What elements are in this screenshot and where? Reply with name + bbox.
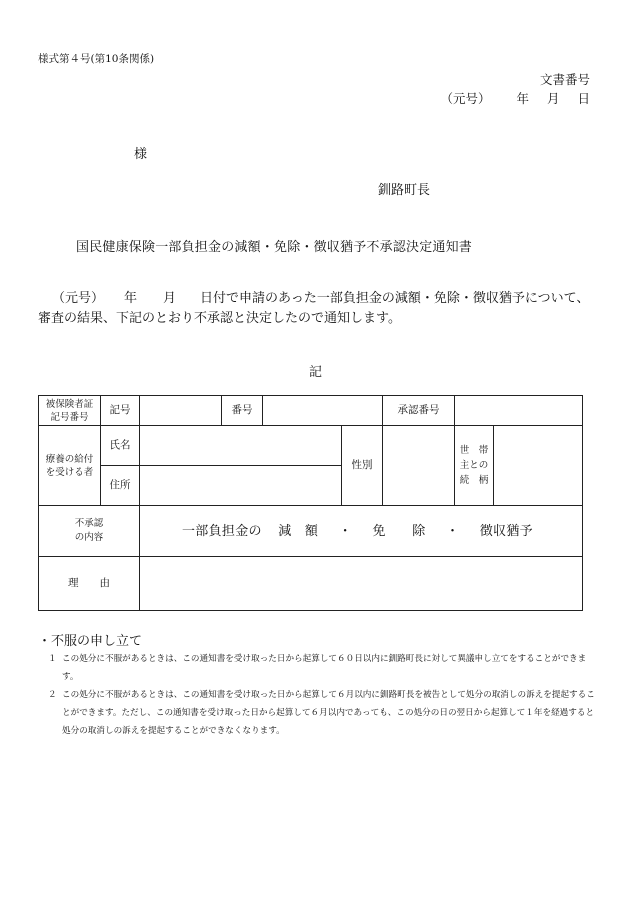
insured-label: 被保険者証 記号番号: [39, 396, 101, 426]
relation-label: 世 帯 主との 続 柄: [455, 426, 494, 506]
reason-value: [140, 557, 583, 611]
objection-item: [38, 650, 598, 686]
number-value: [263, 396, 383, 426]
date-month: 月: [546, 91, 560, 106]
date-day: 日: [577, 91, 590, 106]
gender-value: [383, 426, 455, 506]
document-number-label: 文書番号: [539, 72, 590, 87]
objection-item-number: ２: [48, 690, 57, 700]
ki-heading: 記: [309, 365, 323, 380]
date-year: 年: [516, 91, 529, 106]
symbol-label: 記号: [101, 396, 140, 426]
document-title: 国民健康保険一部負担金の減額・免除・徴収猶予不承認決定通知書: [76, 240, 473, 255]
reason-row: [39, 557, 583, 611]
content-prefix: 一部負担金の: [182, 523, 262, 539]
approval-number-label: 承認番号: [383, 396, 455, 426]
content-exemption: 免 除: [372, 523, 426, 539]
notice-table: [38, 395, 583, 611]
content-dot-1: ・: [338, 523, 352, 539]
body-text: 日付で申請のあった一部負担金の減額・免除・徴収猶予について、審査の結果、下記のとおり不承認と決定したので通知します。: [38, 291, 590, 326]
insured-row: [39, 396, 583, 426]
address-value: [140, 466, 342, 506]
content-row: [39, 506, 583, 557]
relation-value: [494, 426, 583, 506]
body-era: （元号）: [52, 291, 105, 306]
issue-date: [440, 89, 590, 107]
content-dot-2: ・: [445, 523, 460, 539]
objection-item-text: この処分に不服があるときは、この通知書を受け取った日から起算して６月以内に釧路町長を被告として処分の取消しの訴えを提起することができます。ただし、この通知書を受け取った日から起算して６月以内であっても、この処分の日の翌日から起算して１年を経過すると処分の取消しの訴えを提起することができなくなります。: [62, 690, 595, 736]
name-row: [39, 426, 583, 466]
reason-label: 理 由: [39, 557, 140, 611]
objection-item-number: １: [48, 654, 57, 664]
content-reduction: 減 額: [278, 523, 319, 539]
body-month: 月: [163, 291, 177, 306]
recipient-honorific: 様: [134, 147, 148, 162]
body-year: 年: [124, 291, 138, 306]
objection-title: ・不服の申し立て: [38, 634, 143, 649]
gender-label: 性別: [342, 426, 383, 506]
number-label: 番号: [222, 396, 263, 426]
beneficiary-label: 療養の給付 を受ける者: [39, 426, 101, 506]
objection-item: [38, 686, 598, 740]
address-label: 住所: [101, 466, 140, 506]
form-number: 様式第４号(第10条関係): [38, 53, 155, 65]
objection-notes: [38, 650, 598, 740]
objection-item-text: この処分に不服があるときは、この通知書を受け取った日から起算して６０日以内に釧路町長に対して異議申し立てをすることができます。: [62, 654, 587, 682]
name-label: 氏名: [101, 426, 140, 466]
sender-name: 釧路町長: [378, 183, 431, 198]
approval-number-value: [455, 396, 583, 426]
content-value: [140, 506, 583, 557]
symbol-value: [140, 396, 222, 426]
date-era: （元号）: [440, 91, 491, 106]
content-deferral: 徴収猶予: [479, 523, 533, 539]
notice-body: [38, 289, 596, 329]
content-label: 不承認 の内容: [39, 506, 140, 557]
name-value: [140, 426, 342, 466]
